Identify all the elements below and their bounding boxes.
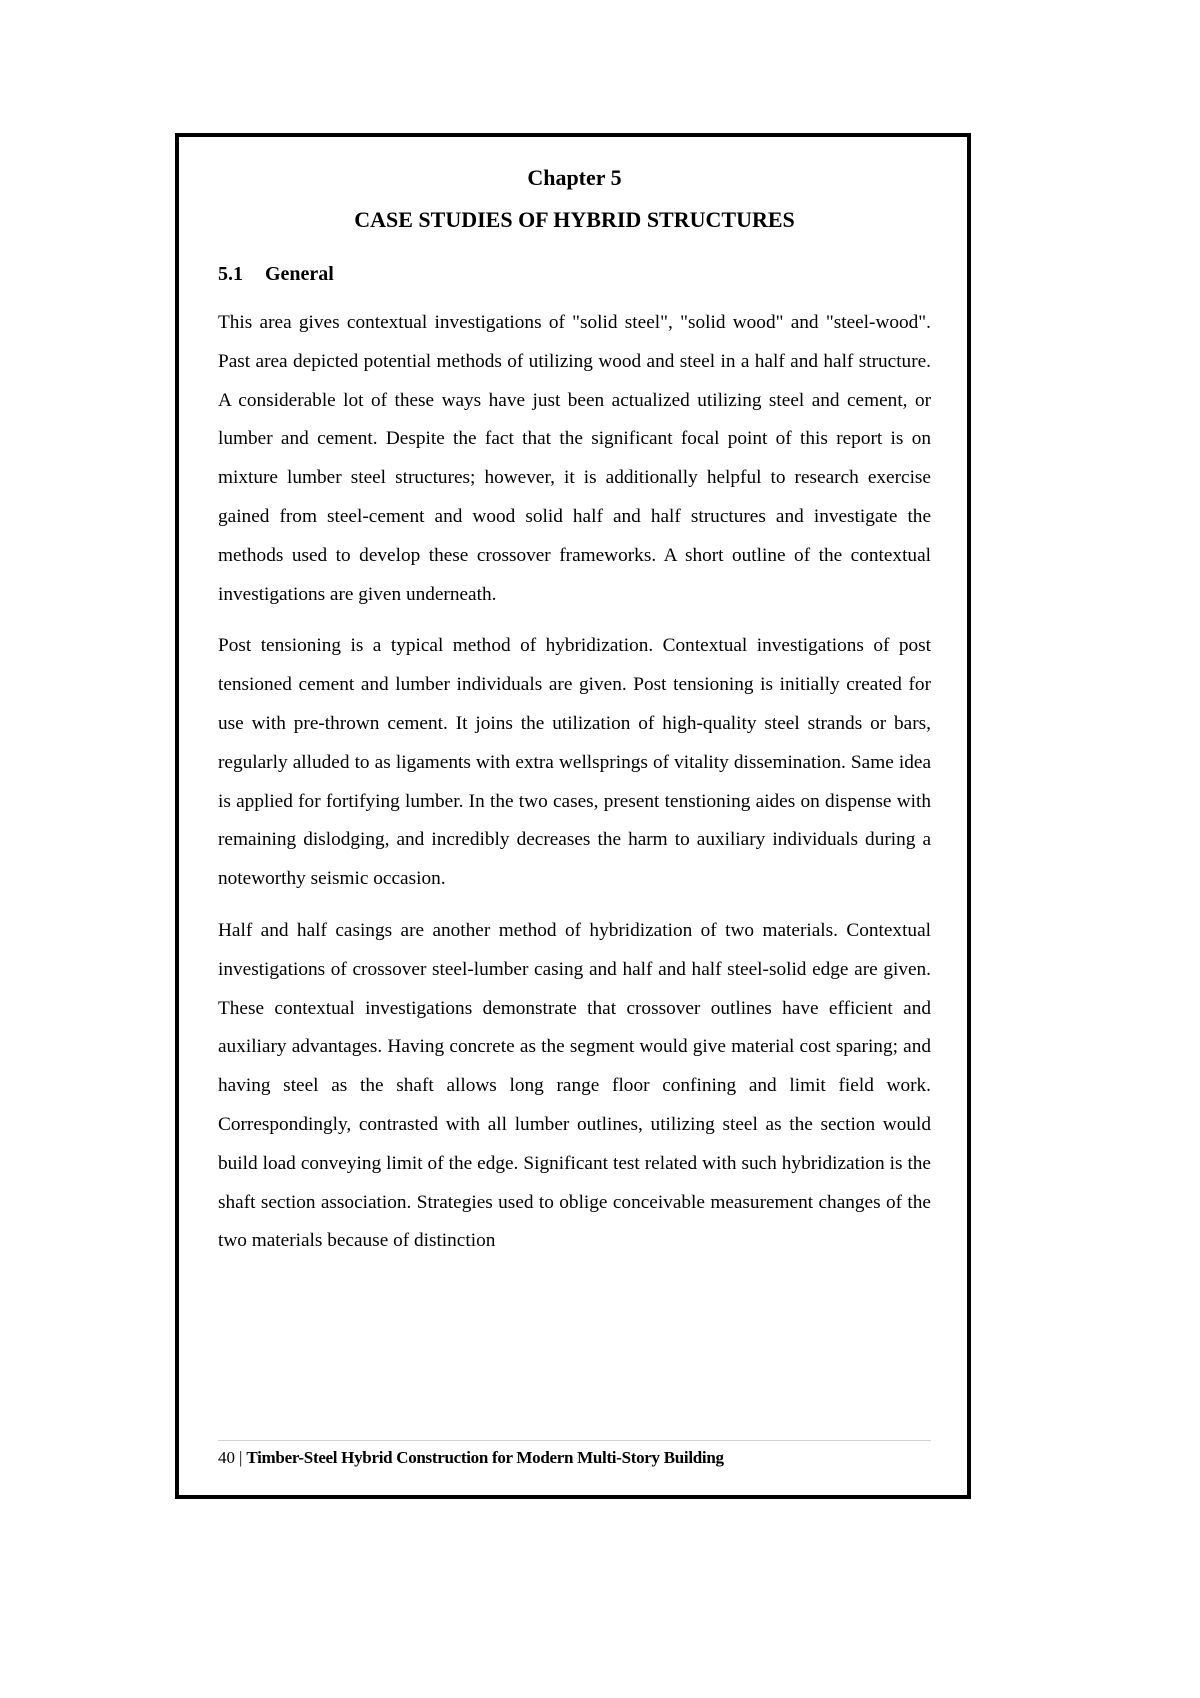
footer-separator: |: [239, 1448, 243, 1467]
section-title: General: [265, 263, 334, 285]
running-title: Timber-Steel Hybrid Construction for Modern Multi-Story Building: [246, 1448, 724, 1467]
paragraph: Post tensioning is a typical method of hybridization. Contextual investigations of post tensioned cement and lumber individuals are given. Post tensioning is initially created for use with pre-thrown cement. It joins the utilization of high-quality steel strands or bars, regularly alluded to as ligaments with extra wellsprings of vitality dissemination. Same idea is applied for fortifying lumber. In the two cases, present tenstioning aides on dispense with remaining dislodging, and incredibly decreases the harm to auxiliary individuals during a noteworthy seismic occasion.: [218, 635, 931, 890]
section-heading: [218, 259, 931, 289]
page-number: 40: [218, 1448, 235, 1467]
paragraph: This area gives contextual investigations of "solid steel", "solid wood" and "steel-wood". Past area depicted potential methods of utilizing wood and steel in a half and half structure. A considerable lot of these ways have just been actualized utilizing steel and cement, or lumber and cement. Despite the fact that the significant focal point of this report is on mixture lumber steel structures; however, it is additionally helpful to research exercise gained from steel-cement and wood solid half and half structures and investigate the methods used to develop these crossover frameworks. A short outline of the contextual investigations are given underneath.: [218, 312, 931, 605]
page-footer: [218, 1440, 931, 1469]
paragraph: Half and half casings are another method of hybridization of two materials. Contextual investigations of crossover steel-lumber casing and half and half steel-solid edge are given. These contextual investigations demonstrate that crossover outlines have efficient and auxiliary advantages. Having concrete as the segment would give material cost sparing; and having steel as the shaft allows long range floor confining and limit field work. Correspondingly, contrasted with all lumber outlines, utilizing steel as the section would build load conveying limit of the edge. Significant test related with such hybridization is the shaft section association. Strategies used to oblige conceivable measurement changes of the two materials because of distinction: [218, 919, 931, 1252]
page-content: [218, 160, 931, 1261]
chapter-number: Chapter 5: [527, 165, 622, 190]
section-number: 5.1: [218, 263, 243, 285]
chapter-title: CASE STUDIES OF HYBRID STRUCTURES: [354, 207, 795, 232]
